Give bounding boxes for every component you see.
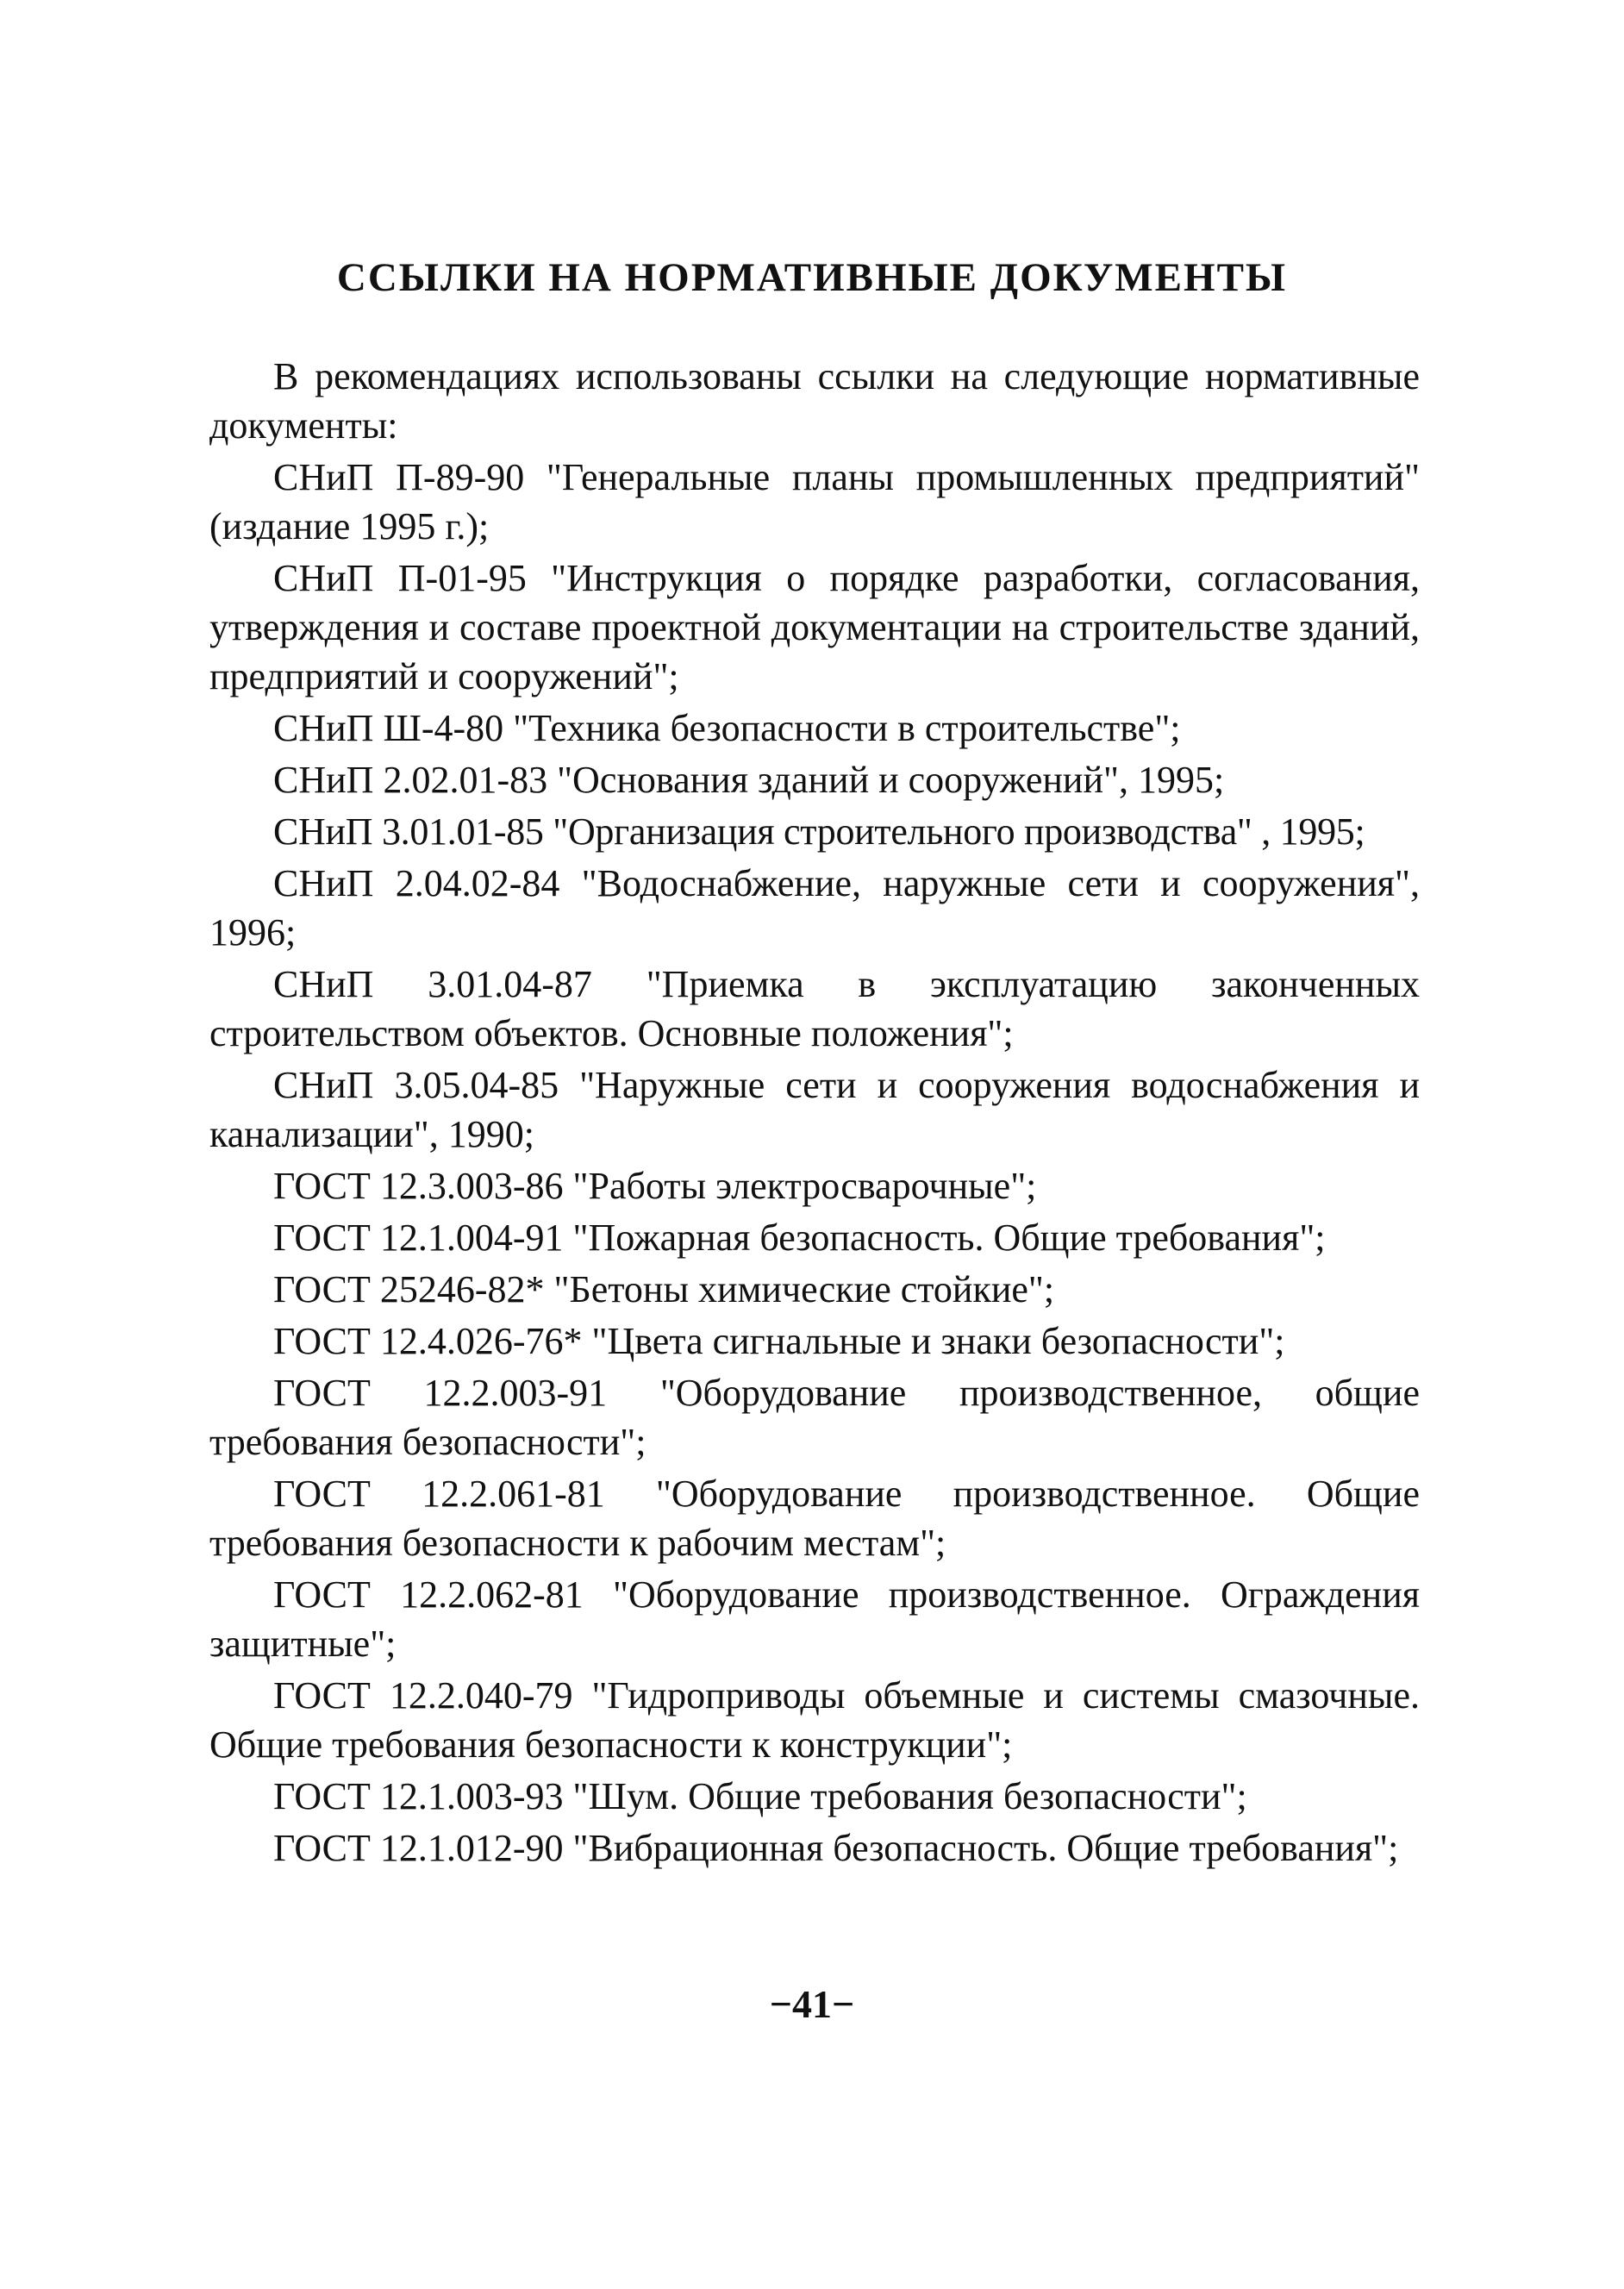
page-number: −41− [769, 1982, 855, 2026]
reference-item: СНиП 3.01.01-85 "Организация строительного производства" , 1995; [273, 810, 1365, 853]
reference-item: ГОСТ 12.1.012-90 "Вибрационная безопасность. Общие требования"; [273, 1827, 1399, 1869]
intro-paragraph: В рекомендациях использованы ссылки на следующие нормативные документы: [209, 355, 1420, 447]
reference-item: СНиП П-89-90 "Генеральные планы промышленных предприятий" (издание 1995 г.); [209, 456, 1420, 547]
reference-item: СНиП 2.04.02-84 "Водоснабжение, наружные сети и сооружения", 1996; [209, 862, 1420, 954]
reference-item: ГОСТ 25246-82* "Бетоны химические стойкие"; [273, 1268, 1055, 1310]
reference-item: ГОСТ 12.1.004-91 "Пожарная безопасность. Общие требования"; [273, 1216, 1326, 1259]
reference-item: СНиП Ш-4-80 "Техника безопасности в строительстве"; [273, 707, 1181, 749]
reference-item: ГОСТ 12.4.026-76* "Цвета сигнальные и знаки безопасности"; [273, 1320, 1285, 1362]
references-list [209, 352, 1420, 1875]
reference-item: СНиП 2.02.01-83 "Основания зданий и сооружений", 1995; [273, 759, 1225, 801]
reference-item: СНиП 3.01.04-87 "Приемка в эксплуатацию законченных строительством объектов. Основные положения"; [209, 963, 1420, 1054]
reference-item: СНиП П-01-95 "Инструкция о порядке разработки, согласования, утверждения и составе проектной документации на строительстве зданий, предприятий и сооружений"; [209, 557, 1420, 697]
reference-item: СНиП 3.05.04-85 "Наружные сети и сооружения водоснабжения и канализации", 1990; [209, 1064, 1420, 1155]
reference-item: ГОСТ 12.3.003-86 "Работы электросварочные"; [273, 1165, 1037, 1207]
page-title: ССЫЛКИ НА НОРМАТИВНЫЕ ДОКУМЕНТЫ [336, 255, 1288, 300]
reference-item: ГОСТ 12.1.003-93 "Шум. Общие требования безопасности"; [273, 1775, 1247, 1817]
reference-item: ГОСТ 12.2.062-81 "Оборудование производственное. Ограждения защитные"; [209, 1573, 1420, 1665]
reference-item: ГОСТ 12.2.061-81 "Оборудование производственное. Общие требования безопасности к рабочим местам"; [209, 1473, 1420, 1564]
reference-item: ГОСТ 12.2.003-91 "Оборудование производственное, общие требования безопасности"; [209, 1372, 1420, 1463]
reference-item: ГОСТ 12.2.040-79 "Гидроприводы объемные и системы смазочные. Общие требования безопасности к конструкции"; [209, 1674, 1420, 1766]
